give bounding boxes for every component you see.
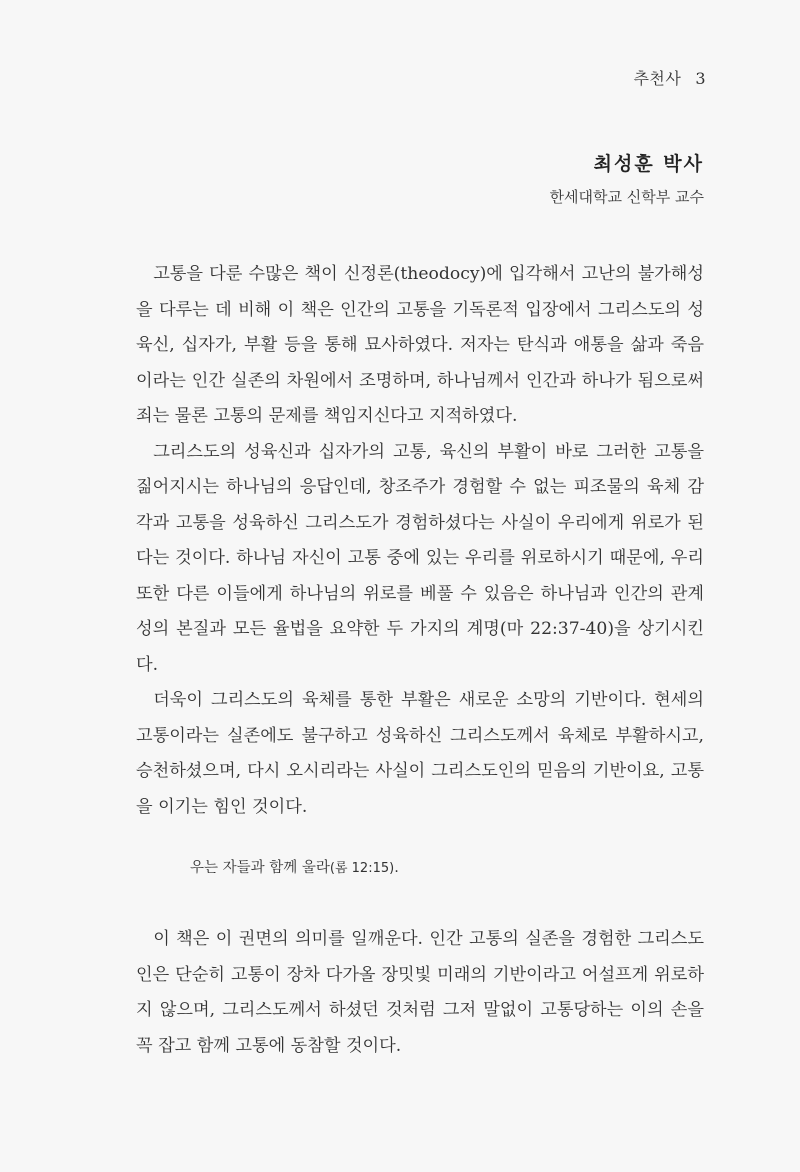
author-name: 최성훈 박사 [593,153,704,175]
section-title: 추천사 [633,69,682,88]
scripture-quote [190,856,399,877]
page-number: 3 [695,69,706,88]
author-affiliation: 한세대학교 신학부 교수 [549,188,704,206]
paragraph-3: 더욱이 그리스도의 육체를 통한 부활은 새로운 소망의 기반이다. 현세의 고통이라는 실존에도 불구하고 성육하신 그리스도께서 육체로 부활하시고, 승천하셨으며, 다시 오시리라는 사실이 그리스도인의 믿음의 기반이요, 고통을 이기는 힘인 것이다. [136,690,704,817]
running-header [633,66,706,89]
author-block [550,150,704,208]
quote-reference: (롬 12:15) [329,861,395,876]
paragraph-closing: 이 책은 이 권면의 의미를 일깨운다. 인간 고통의 실존을 경험한 그리스도인은 단순히 고통이 장차 다가올 장밋빛 미래의 기반이라고 어설프게 위로하지 않으며, 그리스도께서 하셨던 것처럼 그저 말없이 고통당하는 이의 손을 꼭 잡고 함께 고통에 동참할 것이다. [136,929,704,1056]
paragraph-2: 그리스도의 성육신과 십자가의 고통, 육신의 부활이 바로 그러한 고통을 짊어지시는 하나님의 응답인데, 창조주가 경험할 수 없는 피조물의 육체 감각과 고통을 성육하신 그리스도가 경험하셨다는 사실이 우리에게 위로가 된다는 것이다. 하나님 자신이 고통 중에 있는 우리를 위로하시기 때문에, 우리 또한 다른 이들에게 하나님의 위로를 베풀 수 있음은 하나님과 인간의 관계성의 본질과 모든 율법을 요약한 두 가지의 계명(마 22:37-40)을 상기시킨다. [136,441,704,675]
body-text-closing [136,922,704,1064]
body-text-main [136,257,704,825]
quote-text: 우는 자들과 함께 울라 [190,860,330,876]
paragraph-1: 고통을 다룬 수많은 책이 신정론(theodocy)에 입각해서 고난의 불가해성을 다루는 데 비해 이 책은 인간의 고통을 기독론적 입장에서 그리스도의 성육신, 십자가, 부활 등을 통해 묘사하였다. 저자는 탄식과 애통을 삶과 죽음이라는 인간 실존의 차원에서 조명하며, 하나님께서 인간과 하나가 됨으로써 죄는 물론 고통의 문제를 책임지신다고 지적하였다. [136,264,704,426]
quote-end: . [394,860,399,876]
